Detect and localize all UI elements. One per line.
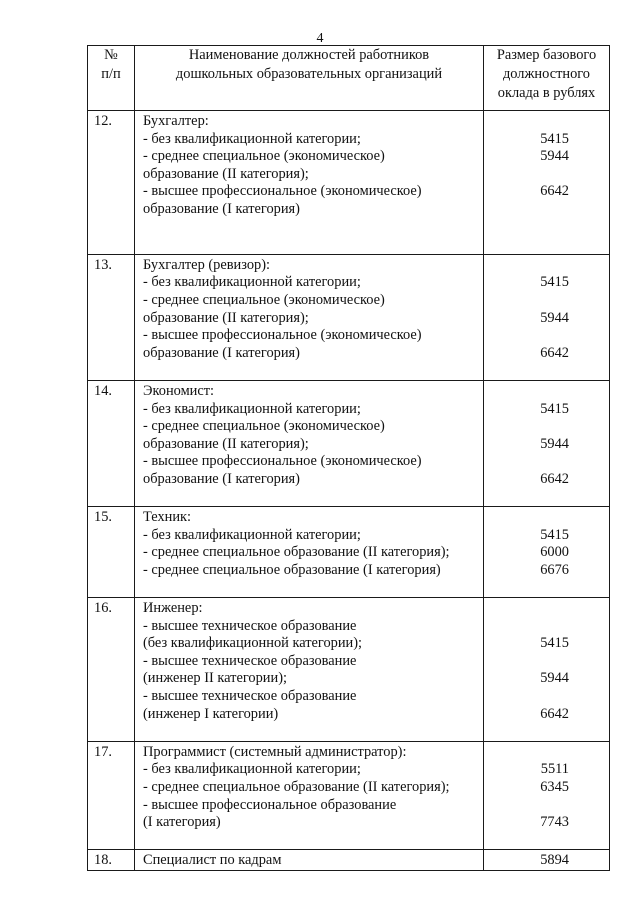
salary-value (484, 219, 609, 237)
salary-value (484, 166, 609, 184)
salary-value: 5944 (540, 309, 569, 326)
position-line: образование (II категория); (143, 309, 309, 326)
salary-value (484, 600, 609, 618)
table-row (88, 850, 610, 871)
salary-value: 6642 (540, 470, 569, 487)
position-line (143, 236, 483, 254)
salary-value (484, 257, 609, 275)
position-line (143, 579, 483, 597)
salary-value (484, 653, 609, 671)
salary-value: 5511 (540, 761, 569, 778)
position-line: - без квалификационной категории; (143, 274, 361, 291)
salary-value: 5415 (540, 635, 569, 652)
position-line (143, 362, 483, 380)
position-line: - среднее специальное образование (II категория); (143, 778, 450, 795)
salary-value (484, 797, 609, 815)
position-line: - без квалификационной категории; (143, 400, 361, 417)
position-line: - без квалификационной категории; (143, 526, 361, 543)
salary-value: 5894 (540, 852, 569, 869)
position-line: - высшее техническое образование (143, 652, 357, 669)
position-description (135, 254, 484, 380)
position-line: Специалист по кадрам (143, 852, 282, 869)
salary-value: 6000 (540, 544, 569, 561)
header-salary (484, 46, 610, 111)
header-name-line: Наименование должностей работников (188, 47, 430, 63)
position-line: Инженер: (143, 600, 203, 617)
position-line: - среднее специальное (экономическое) (143, 418, 385, 435)
salary-value: 6642 (540, 183, 569, 200)
table-row (88, 598, 610, 742)
position-line: Техник: (143, 509, 192, 526)
row-number: 12. (88, 111, 135, 255)
position-line: - среднее специальное образование (I категория) (143, 561, 441, 578)
header-num-line: № (104, 47, 118, 63)
position-description (135, 741, 484, 850)
salary-value (484, 383, 609, 401)
salary-cell (484, 741, 610, 850)
salary-value: 5415 (540, 400, 569, 417)
position-line (143, 832, 483, 850)
salary-value (484, 327, 609, 345)
position-line: (без квалификационной категории); (143, 635, 363, 652)
position-line: образование (I категория) (143, 470, 300, 487)
position-line: (инженер I категории) (143, 705, 279, 722)
row-number: 15. (88, 507, 135, 598)
salary-cell (484, 380, 610, 506)
salary-value (484, 292, 609, 310)
salary-value (484, 744, 609, 762)
position-line: - высшее профессиональное (экономическое) (143, 183, 422, 200)
position-line: - среднее специальное (экономическое) (143, 148, 385, 165)
position-line: Бухгалтер: (143, 113, 209, 129)
header-position-name (135, 46, 484, 111)
salary-value (484, 236, 609, 254)
table-row (88, 254, 610, 380)
row-number: 13. (88, 254, 135, 380)
position-description (135, 380, 484, 506)
position-line: образование (I категория) (143, 200, 300, 217)
position-line: - без квалификационной категории; (143, 761, 361, 778)
salary-value: 5944 (540, 148, 569, 165)
row-number: 16. (88, 598, 135, 742)
salary-value: 5415 (540, 130, 569, 147)
position-line: - среднее специальное образование (II категория); (143, 544, 450, 561)
header-num-line: п/п (101, 66, 121, 82)
salary-table (87, 45, 610, 871)
row-number: 18. (88, 850, 135, 871)
salary-value: 6642 (540, 705, 569, 722)
position-description (135, 507, 484, 598)
salary-value: 5944 (540, 435, 569, 452)
position-line: Бухгалтер (ревизор): (143, 256, 271, 273)
position-line: Программист (системный администратор): (143, 743, 407, 760)
salary-value: 7743 (540, 814, 569, 831)
salary-value: 5415 (540, 274, 569, 291)
position-line: образование (I категория) (143, 344, 300, 361)
row-number: 14. (88, 380, 135, 506)
salary-value (484, 453, 609, 471)
salary-cell (484, 111, 610, 255)
position-description (135, 850, 484, 871)
position-line: - высшее профессиональное (экономическое) (143, 327, 422, 344)
table-row (88, 380, 610, 506)
salary-value (484, 418, 609, 436)
salary-value (484, 488, 609, 506)
position-description (135, 111, 484, 255)
salary-cell (484, 598, 610, 742)
salary-value (484, 362, 609, 380)
position-line: Экономист: (143, 382, 215, 399)
position-line: - без квалификационной категории; (143, 130, 361, 147)
table-header-row (88, 46, 610, 111)
salary-value: 6642 (540, 344, 569, 361)
salary-value: 6345 (540, 778, 569, 795)
table-row (88, 111, 610, 255)
table-row (88, 741, 610, 850)
page-number: 4 (316, 31, 324, 46)
position-line: образование (II категория); (143, 165, 309, 182)
header-num (88, 46, 135, 111)
salary-value (484, 832, 609, 850)
salary-value (484, 688, 609, 706)
position-line: образование (II категория); (143, 435, 309, 452)
position-line: (инженер II категории); (143, 670, 287, 687)
table-row (88, 507, 610, 598)
position-line (143, 488, 483, 506)
position-line: - высшее техническое образование (143, 617, 357, 634)
position-line: - среднее специальное (экономическое) (143, 291, 385, 308)
salary-value (484, 618, 609, 636)
header-name-line: дошкольных образовательных организаций (175, 66, 443, 82)
position-line: - высшее профессиональное (экономическое) (143, 453, 422, 470)
position-line: (I категория) (143, 814, 221, 831)
salary-value (484, 509, 609, 527)
position-line (143, 219, 483, 237)
row-number: 17. (88, 741, 135, 850)
salary-value (484, 201, 609, 219)
position-line (143, 723, 483, 741)
salary-cell (484, 507, 610, 598)
salary-value (484, 723, 609, 741)
salary-value (484, 579, 609, 597)
salary-cell (484, 850, 610, 871)
salary-value: 5415 (540, 526, 569, 543)
position-line: - высшее профессиональное образование (143, 796, 397, 813)
position-description (135, 598, 484, 742)
salary-value: 6676 (540, 561, 569, 578)
salary-value: 5944 (540, 670, 569, 687)
salary-value (484, 113, 609, 131)
header-salary-line: должностного (502, 66, 591, 82)
position-line: - высшее техническое образование (143, 688, 357, 704)
salary-cell (484, 254, 610, 380)
header-salary-line: Размер базового (496, 47, 597, 63)
header-salary-line: оклада в рублях (497, 85, 596, 101)
